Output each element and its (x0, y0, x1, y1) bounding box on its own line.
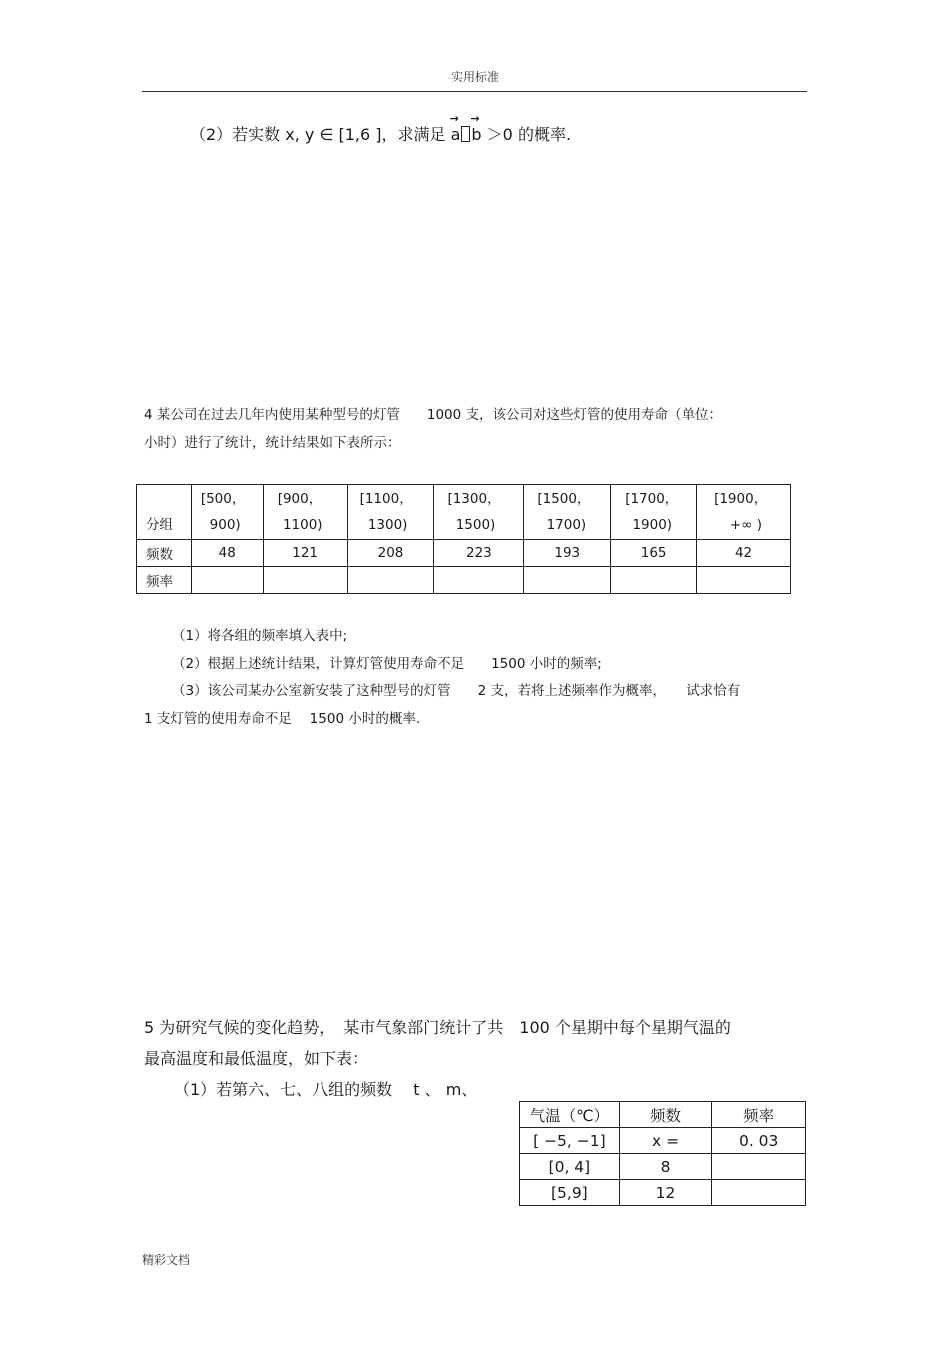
group-cell: [1100， 1300) (347, 485, 434, 540)
rate-cell-empty (347, 567, 434, 594)
q4-sub3-line1: （3）该公司某办公室新安装了这种型号的灯管 2 支，若将上述频率作为概率， 试求恰有 (172, 683, 741, 699)
dot-operator-box (461, 126, 470, 142)
table-header-row (520, 1102, 806, 1128)
q5-sub1: （1）若第六、七、八组的频数 t 、 m、 (174, 1080, 478, 1099)
table-cell: 0. 03 (712, 1128, 806, 1154)
frequency-cell: 165 (611, 540, 697, 567)
q4-sub2: （2）根据上述统计结果，计算灯管使用寿命不足 1500 小时的频率; (172, 656, 602, 672)
q5-intro-line1: 5 为研究气候的变化趋势， 某市气象部门统计了共 100 个星期中每个星期气温的 (144, 1018, 731, 1037)
q3-part2-prefix: （2）若实数 x, y ∈ [1,6 ]，求满足 (190, 125, 446, 144)
vector-a: → a (449, 112, 461, 144)
q3-part2-suffix: ＞0 的概率. (486, 125, 572, 144)
frequency-cell: 48 (191, 540, 263, 567)
q5-intro-line2: 最高温度和最低温度，如下表： (144, 1049, 369, 1068)
lifespan-table (136, 484, 791, 594)
header-rule (142, 91, 807, 92)
header-temperature: 气温（℃） (520, 1102, 620, 1128)
q4-sub1: （1）将各组的频率填入表中; (172, 628, 348, 644)
group-cell: [1700， 1900) (611, 485, 697, 540)
row-label-rate: 频率 (137, 567, 192, 594)
group-cell: [1300， 1500) (434, 485, 524, 540)
group-cell: [1900， +∞ ) (697, 485, 791, 540)
table-cell: [5,9] (520, 1180, 620, 1206)
temperature-table (519, 1101, 806, 1206)
header-frequency: 频数 (619, 1102, 712, 1128)
rate-cell-empty (191, 567, 263, 594)
vector-arrow-icon: → (449, 112, 459, 125)
table-row (137, 485, 791, 540)
table-cell: 12 (619, 1180, 712, 1206)
table-cell: [0, 4] (520, 1154, 620, 1180)
vector-b: → b (470, 112, 482, 144)
q4-sub3-line2: 1 支灯管的使用寿命不足 1500 小时的概率. (144, 711, 421, 727)
table-row (137, 540, 791, 567)
rate-cell-empty (697, 567, 791, 594)
group-cell: [500， 900) (191, 485, 263, 540)
page-footer: 精彩文档 (142, 1253, 191, 1267)
page-header: 实用标准 (450, 70, 499, 84)
q3-part2-line (190, 112, 572, 145)
q4-intro-line1: 4 某公司在过去几年内使用某种型号的灯管 1000 支，该公司对这些灯管的使用寿命（单位： (144, 407, 723, 423)
frequency-cell: 121 (263, 540, 347, 567)
q4-intro-line2: 小时）进行了统计，统计结果如下表所示： (144, 435, 401, 451)
table-cell (712, 1180, 806, 1206)
rate-cell-empty (263, 567, 347, 594)
table-cell: [ −5, −1] (520, 1128, 620, 1154)
table-cell: 8 (619, 1154, 712, 1180)
table-cell (712, 1154, 806, 1180)
vector-arrow-icon: → (470, 112, 480, 125)
rate-cell-empty (434, 567, 524, 594)
group-cell: [900， 1100) (263, 485, 347, 540)
table-cell: x = (619, 1128, 712, 1154)
group-cell: [1500， 1700) (524, 485, 611, 540)
frequency-cell: 42 (697, 540, 791, 567)
table-row (520, 1180, 806, 1206)
frequency-cell: 223 (434, 540, 524, 567)
rate-cell-empty (611, 567, 697, 594)
row-label-group: 分组 (137, 485, 192, 540)
table-row (520, 1128, 806, 1154)
table-row (520, 1154, 806, 1180)
frequency-cell: 193 (524, 540, 611, 567)
rate-cell-empty (524, 567, 611, 594)
table-row (137, 567, 791, 594)
row-label-frequency: 频数 (137, 540, 192, 567)
frequency-cell: 208 (347, 540, 434, 567)
header-rate: 频率 (712, 1102, 806, 1128)
